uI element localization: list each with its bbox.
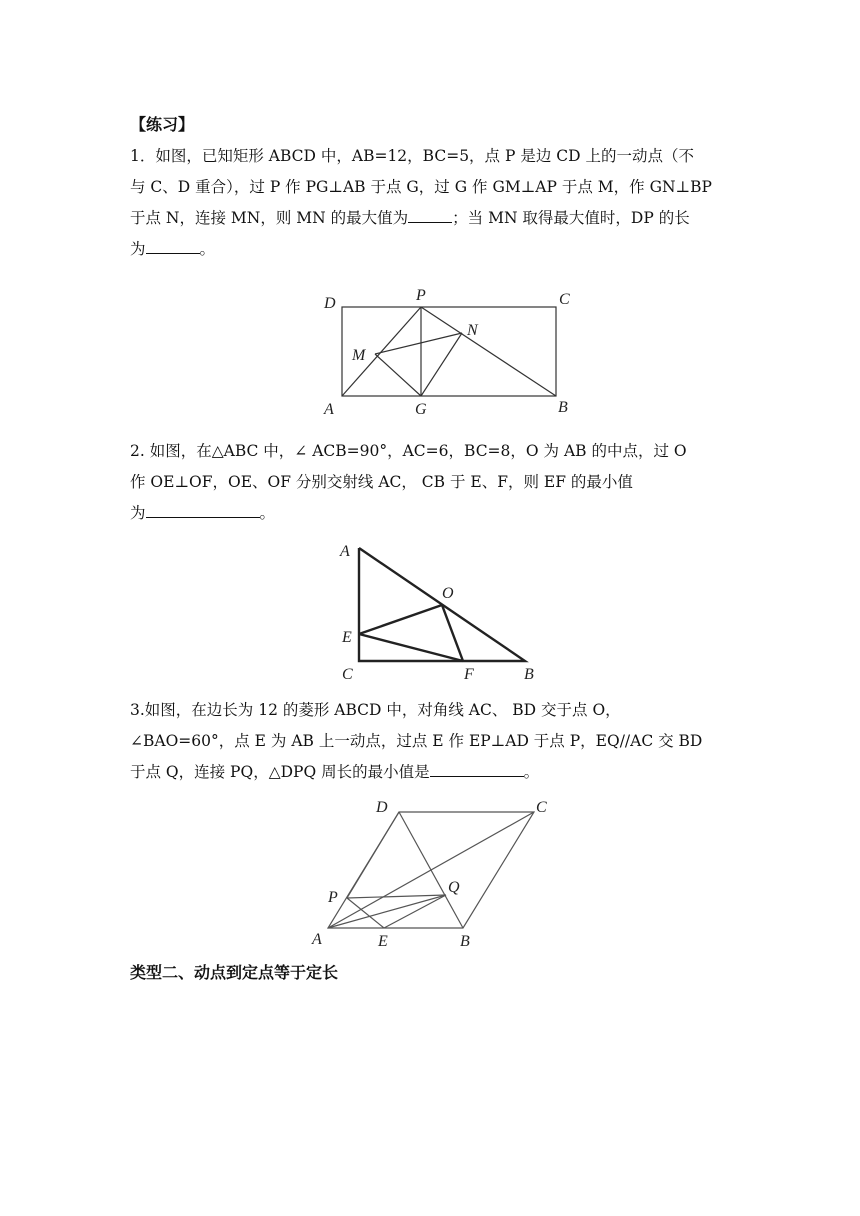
label-M: M [352,347,366,364]
segment-pq [347,895,446,898]
label-P: P [416,287,426,304]
segment-of [442,605,463,661]
problem-1-line-3-tail: ；当 MN 取得最大值时，DP 的长 [452,209,690,227]
label-G: G [415,401,427,418]
triangle-abc [359,548,525,661]
label-N: N [467,322,478,339]
problem-2-line-3 [130,498,730,529]
exercise-heading: 【练习】 [130,115,195,134]
section-title: 类型二、动点到定点等于定长 [130,963,339,982]
figure-right-triangle-abc [330,536,550,686]
label-E: E [378,933,388,950]
answer-blank-3[interactable] [430,758,524,777]
problem-2-text [130,436,730,529]
segment-eo [359,605,442,634]
label-A: A [324,401,334,418]
problem-2-line-3-text: 为 [130,504,146,522]
figure-rhombus-abcd [310,794,556,952]
segment-eq [384,895,446,928]
answer-blank-1a[interactable] [408,204,452,223]
problem-1-line-4 [130,234,730,265]
problem-3-line-3-text: 于点 Q，连接 PQ，△DPQ 周长的最小值是 [130,763,430,781]
diagonal-bd [399,812,463,928]
problem-2-line-2: 作 OE⊥OF，OE、OF 分别交射线 AC， CB 于 E、F，则 EF 的最小值 [130,473,633,491]
rect-abcd [342,307,556,396]
problem-1-line-3-text: 于点 N，连接 MN，则 MN 的最大值为 [130,209,409,227]
problem-2-line-1: 2. 如图，在△ABC 中，∠ ACB=90°，AC=6，BC=8，O 为 AB 的中点，过 O [130,442,687,460]
segment-pd [347,812,399,898]
problem-1-line-4-text: 为 [130,240,146,258]
label-O: O [442,585,454,602]
problem-3-line-3-tail: 。 [523,763,540,781]
label-F: F [464,666,474,683]
label-D: D [324,295,336,312]
segment-gn [421,333,462,396]
figure-1-lines [342,307,556,396]
label-P: P [328,889,338,906]
problem-1-line-1: 1．如图，已知矩形 ABCD 中，AB=12，BC=5，点 P 是边 CD 上的一动点（不 [130,147,694,165]
label-B: B [460,933,470,950]
label-D: D [376,799,388,816]
problem-1-line-2: 与 C、D 重合），过 P 作 PG⊥AB 于点 G，过 G 作 GM⊥AP 于点 M，作 GN⊥BP [130,178,712,196]
problem-1-line-4-tail: 。 [199,240,216,258]
label-C: C [536,799,547,816]
label-A: A [340,543,350,560]
segment-ep [347,898,384,928]
segment-pb [421,307,556,396]
answer-blank-1b[interactable] [146,235,200,254]
segment-ef [359,634,463,661]
label-E: E [342,629,352,646]
figure-3-lines [328,812,534,928]
label-A: A [312,931,322,948]
problem-3-line-3 [130,757,730,788]
problem-3-line-1: 3.如图，在边长为 12 的菱形 ABCD 中，对角线 AC、 BD 交于点 O， [130,701,621,719]
figure-2-lines [359,548,525,661]
label-B: B [558,399,568,416]
problem-3-text [130,695,730,788]
answer-blank-2[interactable] [146,499,260,518]
problem-2-line-3-tail: 。 [259,504,276,522]
label-C: C [559,291,570,308]
label-Q: Q [448,879,460,896]
label-C: C [342,666,353,683]
segment-gm [375,354,421,396]
problem-1-text [130,141,730,265]
label-B: B [524,666,534,683]
figure-rectangle-abcd [316,282,588,422]
problem-1-line-3 [130,203,730,234]
problem-3-line-2: ∠BAO=60°，点 E 为 AB 上一动点，过点 E 作 EP⊥AD 于点 P，EQ//AC 交 BD [130,732,703,750]
